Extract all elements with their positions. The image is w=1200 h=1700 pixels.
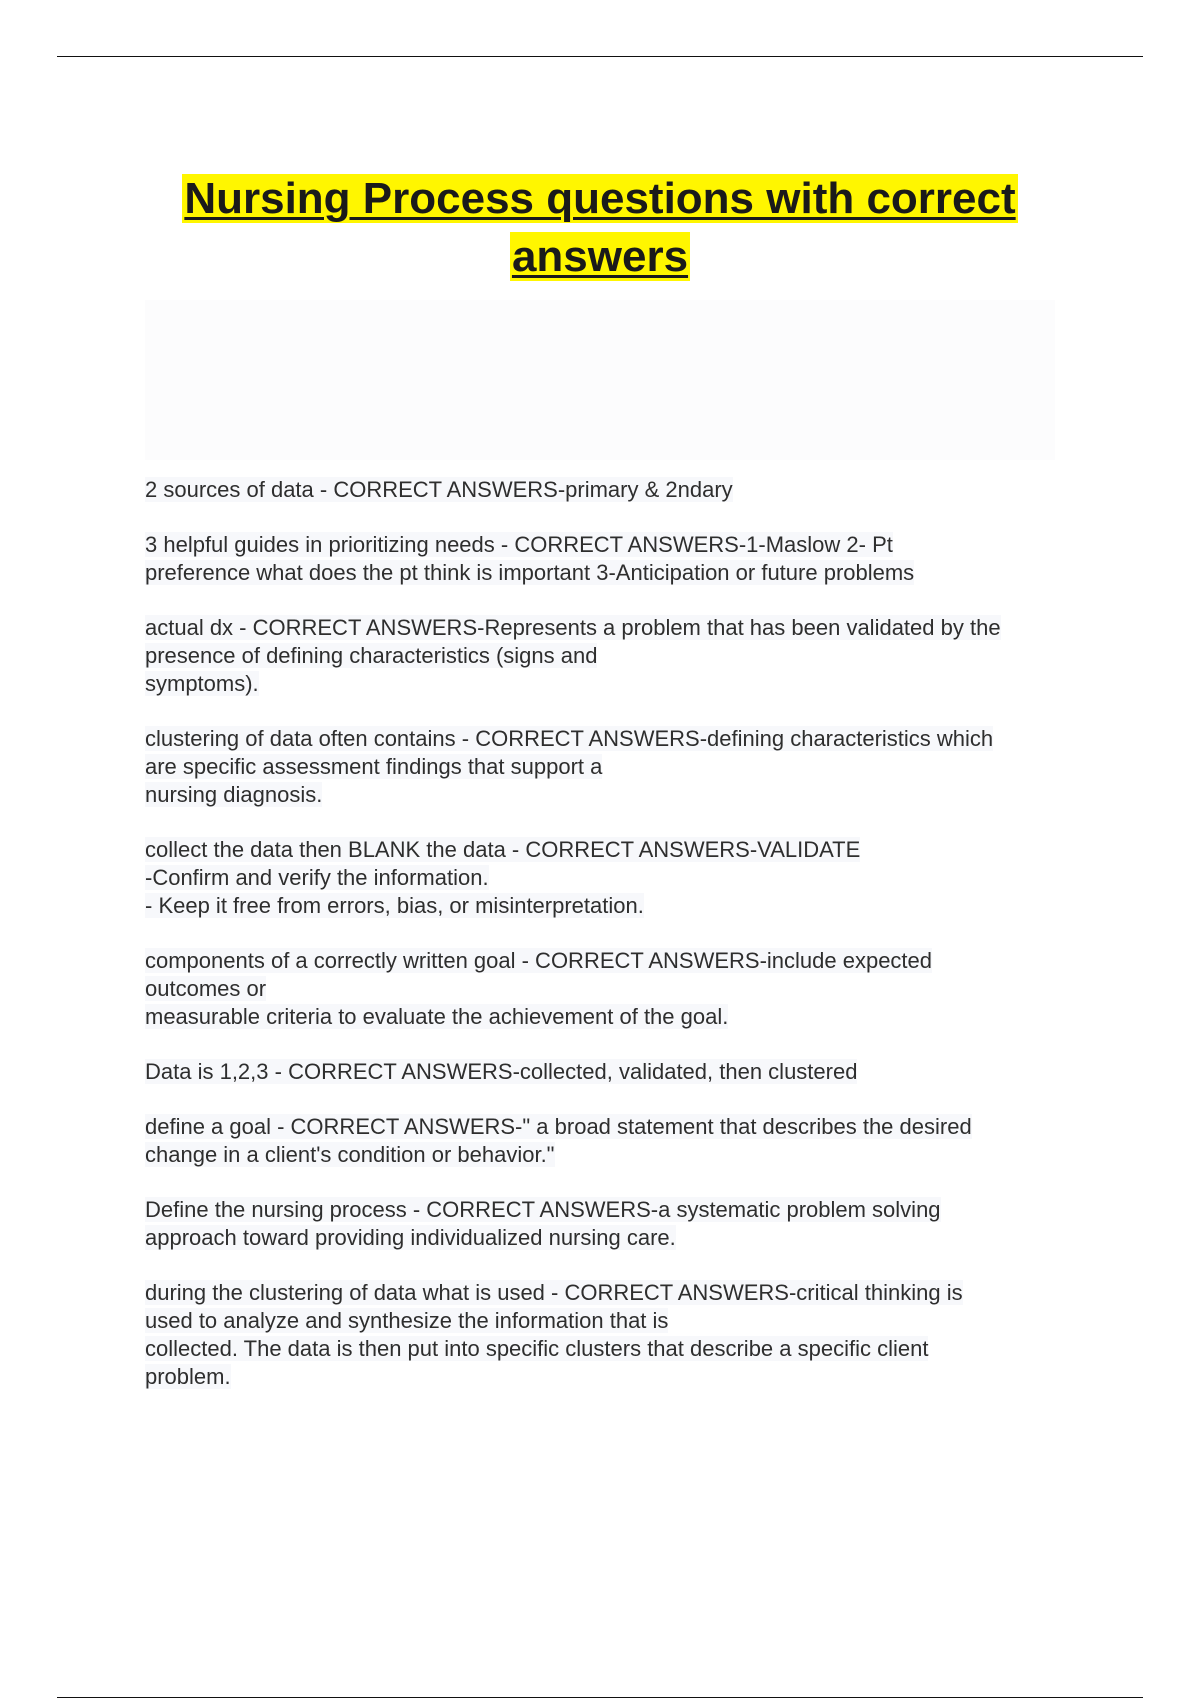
- qa-item: [145, 1279, 1095, 1391]
- qa-item: [145, 1113, 1095, 1169]
- qa-text: components of a correctly written goal - CORRECT ANSWERS-include expected outcomes or measurable criteria to evaluate the achievement of the goal.: [145, 948, 933, 1029]
- qa-item: [145, 725, 1095, 809]
- qa-text: define a goal - CORRECT ANSWERS-" a broad statement that describes the desired change in a client's condition or behavior.": [145, 1114, 972, 1167]
- qa-item: [145, 531, 1095, 587]
- qa-item: [145, 1058, 1095, 1086]
- qa-item: [145, 614, 1095, 698]
- qa-text: actual dx - CORRECT ANSWERS-Represents a problem that has been validated by the presence of defining characteristics (signs and symptoms).: [145, 615, 1001, 696]
- top-rule: [57, 56, 1143, 57]
- qa-text: 2 sources of data - CORRECT ANSWERS-primary & 2ndary: [145, 477, 733, 502]
- qa-text: clustering of data often contains - CORRECT ANSWERS-defining characteristics which are specific assessment findings that support a nursing diagnosis.: [145, 726, 994, 807]
- qa-text: collect the data then BLANK the data - CORRECT ANSWERS-VALIDATE -Confirm and verify the information. - Keep it free from errors, bias, or misinterpretation.: [145, 837, 861, 918]
- page-title: [0, 170, 1200, 286]
- title-line-1: Nursing Process questions with correct: [184, 174, 1016, 223]
- qa-item: [145, 476, 1095, 504]
- qa-item: [145, 836, 1095, 920]
- bottom-rule: [57, 1697, 1143, 1698]
- qa-item: [145, 1196, 1095, 1252]
- blank-area: [145, 300, 1055, 460]
- qa-text: during the clustering of data what is used - CORRECT ANSWERS-critical thinking is used to analyze and synthesize the information that is collected. The data is then put into specific clusters that describe a specific client problem.: [145, 1280, 963, 1389]
- qa-text: Data is 1,2,3 - CORRECT ANSWERS-collected, validated, then clustered: [145, 1059, 858, 1084]
- qa-item: [145, 947, 1095, 1031]
- title-line-2: answers: [511, 232, 689, 281]
- qa-text: 3 helpful guides in prioritizing needs - CORRECT ANSWERS-1-Maslow 2- Pt preference what does the pt think is important 3-Anticipation or future problems: [145, 532, 915, 585]
- qa-list: [145, 476, 1095, 1418]
- qa-text: Define the nursing process - CORRECT ANSWERS-a systematic problem solving approach toward providing individualized nursing care.: [145, 1197, 941, 1250]
